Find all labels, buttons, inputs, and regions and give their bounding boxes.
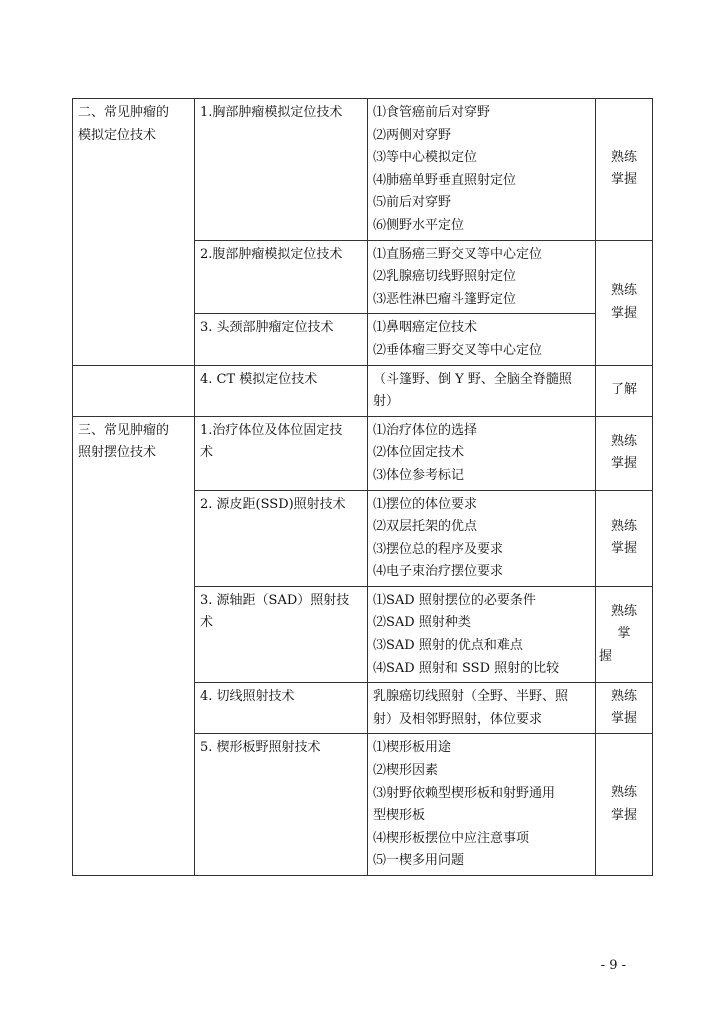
points-cell (368, 683, 596, 734)
point-line: ⑴楔形板用途 (373, 740, 452, 756)
requirement-line: 熟练 (610, 518, 637, 534)
point-line: 乳腺癌切线照射（全野、半野、照 (373, 689, 569, 705)
requirement-cell (596, 734, 653, 876)
topic-line: 1.治疗体位及体位固定技 (200, 422, 343, 438)
point-line: ⑵乳腺癌切线野照射定位 (373, 269, 517, 285)
point-line: ⑵双层托架的优点 (373, 519, 478, 535)
point-line: ⑶摆位总的程序及要求 (373, 541, 504, 557)
section-line: 二、常见肿瘤的 (78, 105, 170, 120)
points-cell (368, 490, 596, 586)
table-row (73, 99, 653, 241)
requirement-line: 熟练 (610, 433, 637, 449)
requirement-line: 熟练 (610, 282, 637, 298)
points-cell (368, 99, 596, 241)
point-line: ⑴鼻咽癌定位技术 (373, 320, 478, 336)
topic-line: 3. 头颈部肿瘤定位技术 (200, 320, 334, 336)
requirement-line: 熟练 (610, 149, 637, 165)
point-line: ⑸一楔多用问题 (373, 853, 465, 869)
point-line: ⑴直肠癌三野交叉等中心定位 (373, 246, 543, 262)
requirement-cell (596, 416, 653, 490)
point-line: 型楔形板 (373, 808, 426, 824)
topic-line: 4. 切线照射技术 (200, 689, 295, 705)
topic-cell (195, 240, 368, 314)
topic-cell (195, 683, 368, 734)
requirement-line: 掌握 (610, 456, 637, 472)
section-line: 模拟定位技术 (78, 127, 157, 143)
syllabus-table (72, 98, 653, 876)
topic-cell (195, 365, 368, 416)
requirement-cell (596, 240, 653, 365)
point-line: ⑵两侧对穿野 (373, 127, 452, 143)
table-row (73, 416, 653, 490)
point-line: ⑶体位参考标记 (373, 467, 465, 483)
topic-line: 术 (200, 615, 214, 631)
section-cell (73, 99, 195, 366)
points-cell (368, 365, 596, 416)
requirement-line: 掌握 (610, 807, 637, 823)
topic-line: 2. 源皮距(SSD)照射技术 (200, 496, 346, 512)
point-line: ⑵体位固定技术 (373, 445, 465, 461)
point-line: ⑷肺癌单野垂直照射定位 (373, 172, 517, 188)
point-line: ⑴食管癌前后对穿野 (373, 105, 491, 120)
requirement-line: 了解 (610, 382, 637, 398)
table-row (73, 365, 653, 416)
requirement-cell (596, 365, 653, 416)
point-line: （斗篷野、倒 Y 野、全脑全脊髓照 (373, 371, 572, 387)
points-cell (368, 734, 596, 876)
section-line: 三、常见肿瘤的 (78, 422, 170, 438)
points-cell (368, 586, 596, 682)
requirement-cell (596, 490, 653, 586)
requirement-line: 熟练 (610, 785, 637, 801)
point-line: ⑷SAD 照射和 SSD 照射的比较 (373, 660, 560, 676)
points-cell (368, 416, 596, 490)
requirement-cell (596, 683, 653, 734)
requirement-line: 熟练 (610, 688, 637, 704)
requirement-line: 掌握 (610, 711, 637, 727)
point-line: ⑶等中心模拟定位 (373, 150, 478, 166)
point-line: ⑶射野依赖型楔形板和射野通用 (373, 785, 556, 801)
requirement-line: 握 (599, 648, 613, 664)
topic-line: 术 (200, 445, 214, 461)
point-line: ⑵楔形因素 (373, 763, 439, 779)
topic-line: 3. 源轴距（SAD）照射技 (200, 592, 350, 608)
topic-cell (195, 99, 368, 241)
point-line: ⑵SAD 照射种类 (373, 615, 471, 631)
requirement-line: 掌 (617, 626, 631, 642)
requirement-cell (596, 99, 653, 241)
requirement-cell (596, 586, 653, 682)
point-line: ⑴治疗体位的选择 (373, 422, 478, 438)
points-cell (368, 314, 596, 365)
point-line: ⑶SAD 照射的优点和难点 (373, 638, 523, 654)
section-line: 照射摆位技术 (78, 445, 157, 461)
topic-cell (195, 314, 368, 365)
requirement-line: 掌握 (610, 172, 637, 188)
point-line: ⑴摆位的体位要求 (373, 496, 478, 512)
topic-cell (195, 490, 368, 586)
point-line: ⑷楔形板摆位中应注意事项 (373, 830, 530, 846)
requirement-line: 掌握 (610, 541, 637, 557)
topic-line: 5. 楔形板野照射技术 (200, 740, 321, 756)
topic-line: 1.胸部肿瘤模拟定位技术 (200, 105, 343, 120)
point-line: ⑶恶性淋巴瘤斗篷野定位 (373, 291, 517, 307)
topic-line: 2.腹部肿瘤模拟定位技术 (200, 246, 343, 262)
section-cell (73, 365, 195, 416)
topic-cell (195, 416, 368, 490)
point-line: ⑵垂体瘤三野交叉等中心定位 (373, 342, 543, 358)
page-number: - 9 - (600, 958, 626, 973)
point-line: 射）及相邻野照射，体位要求 (373, 711, 543, 727)
point-line: ⑴SAD 照射摆位的必要条件 (373, 592, 536, 608)
point-line: ⑸前后对穿野 (373, 195, 452, 211)
point-line: ⑹侧野水平定位 (373, 217, 465, 233)
requirement-line: 掌握 (610, 305, 637, 321)
topic-cell (195, 734, 368, 876)
section-cell (73, 416, 195, 875)
point-line: ⑷电子束治疗摆位要求 (373, 564, 504, 580)
points-cell (368, 240, 596, 314)
requirement-line: 熟练 (610, 603, 637, 619)
point-line: 射） (373, 394, 400, 410)
topic-line: 4. CT 模拟定位技术 (200, 371, 318, 387)
topic-cell (195, 586, 368, 682)
